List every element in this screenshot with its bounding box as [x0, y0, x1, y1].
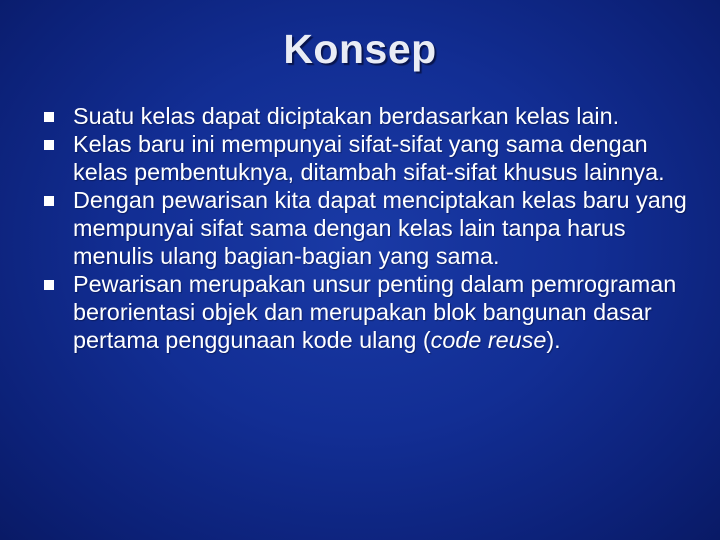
bullet-text: Suatu kelas dapat diciptakan berdasarkan kelas lain.	[73, 103, 620, 129]
bullet-text-italic: code reuse	[430, 327, 547, 353]
bullet-text: Kelas baru ini mempunyai sifat-sifat yang sama dengan kelas pembentuknya, ditambah sifat-sifat khusus lainnya.	[73, 131, 665, 185]
bullet-text-after: ).	[546, 327, 561, 353]
square-bullet-icon	[44, 140, 54, 150]
bullet-item	[44, 270, 694, 354]
bullet-item	[44, 102, 694, 130]
square-bullet-icon	[44, 196, 54, 206]
slide-title: Konsep	[283, 26, 437, 72]
bullet-list	[44, 102, 694, 354]
bullet-text: Dengan pewarisan kita dapat menciptakan kelas baru yang mempunyai sifat sama dengan kelas lain tanpa harus menulis ulang bagian-bagian yang sama.	[73, 187, 687, 269]
bullet-item	[44, 186, 694, 270]
square-bullet-icon	[44, 112, 54, 122]
bullet-item	[44, 130, 694, 186]
square-bullet-icon	[44, 280, 54, 290]
bullet-text-before: Pewarisan merupakan unsur penting dalam pemrograman berorientasi objek dan merupakan blok bangunan dasar pertama penggunaan kode ulang (	[73, 271, 677, 353]
